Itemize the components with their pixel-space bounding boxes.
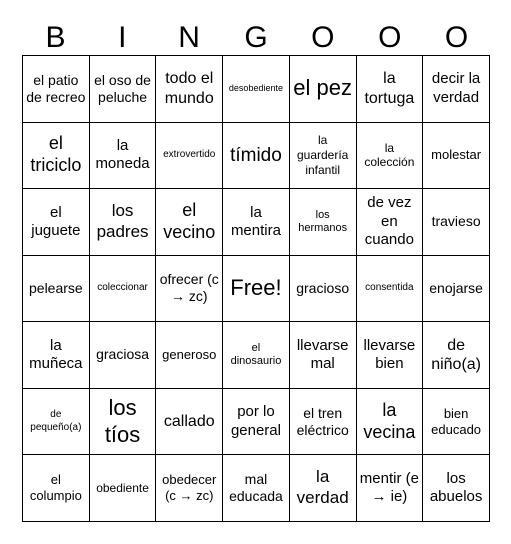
bingo-cell[interactable]: la colección [356,122,423,189]
bingo-cell[interactable]: todo el mundo [156,56,223,123]
header-letter: O [378,21,402,54]
bingo-cell[interactable]: obedecer (c → zc) [156,455,223,522]
bingo-cell[interactable]: el oso de peluche [89,56,156,123]
bingo-cell[interactable]: los hermanos [289,189,356,256]
bingo-cell[interactable]: llevarse mal [289,322,356,389]
bingo-cell[interactable]: los tíos [89,388,156,455]
bingo-cell[interactable]: el dinosaurio [223,322,290,389]
bingo-cell[interactable]: mentir (e → ie) [356,455,423,522]
bingo-cell[interactable]: los padres [89,189,156,256]
bingo-cell[interactable]: el pez [289,56,356,123]
header-letter: G [244,21,268,54]
bingo-cell[interactable]: el patio de recreo [23,56,90,123]
bingo-cell[interactable]: el vecino [156,189,223,256]
bingo-cell[interactable]: mal educada [223,455,290,522]
bingo-cell[interactable]: callado [156,388,223,455]
board-row [23,255,490,322]
bingo-cell[interactable]: pelearse [23,255,90,322]
bingo-cell[interactable]: consentida [356,255,423,322]
bingo-cell[interactable]: desobediente [223,56,290,123]
bingo-cell[interactable]: de niño(a) [423,322,490,389]
bingo-cell[interactable]: de pequeño(a) [23,388,90,455]
board-row [23,56,490,123]
bingo-cell[interactable]: decir la verdad [423,56,490,123]
bingo-header [22,18,490,58]
bingo-cell[interactable]: graciosa [89,322,156,389]
header-letter: O [311,21,335,54]
bingo-board [22,55,490,522]
bingo-cell[interactable]: la guardería infantil [289,122,356,189]
bingo-cell[interactable]: ofrecer (c → zc) [156,255,223,322]
bingo-cell[interactable]: tímido [223,122,290,189]
bingo-cell[interactable]: el columpio [23,455,90,522]
bingo-cell[interactable]: llevarse bien [356,322,423,389]
bingo-cell[interactable]: extrovertido [156,122,223,189]
bingo-cell[interactable]: la vecina [356,388,423,455]
bingo-cell[interactable]: los abuelos [423,455,490,522]
bingo-cell[interactable]: travieso [423,189,490,256]
bingo-cell[interactable]: el triciclo [23,122,90,189]
bingo-cell[interactable]: bien educado [423,388,490,455]
bingo-cell[interactable]: gracioso [289,255,356,322]
bingo-cell[interactable]: la moneda [89,122,156,189]
bingo-cell[interactable]: por lo general [223,388,290,455]
bingo-cell[interactable]: obediente [89,455,156,522]
bingo-cell[interactable]: el tren eléctrico [289,388,356,455]
bingo-cell[interactable]: el juguete [23,189,90,256]
bingo-cell[interactable]: generoso [156,322,223,389]
free-cell[interactable]: Free! [223,255,290,322]
board-row [23,322,490,389]
bingo-cell[interactable]: la tortuga [356,56,423,123]
header-letter: N [178,21,200,54]
board-row [23,388,490,455]
bingo-cell[interactable]: la verdad [289,455,356,522]
header-letter: I [118,21,127,54]
bingo-cell[interactable]: molestar [423,122,490,189]
board-row [23,189,490,256]
bingo-cell[interactable]: la muñeca [23,322,90,389]
board-row [23,455,490,522]
board-row [23,122,490,189]
bingo-cell[interactable]: de vez en cuando [356,189,423,256]
bingo-cell[interactable]: enojarse [423,255,490,322]
bingo-cell[interactable]: la mentira [223,189,290,256]
header-letter: O [444,21,469,54]
header-letter: B [45,21,66,54]
bingo-cell[interactable]: coleccionar [89,255,156,322]
